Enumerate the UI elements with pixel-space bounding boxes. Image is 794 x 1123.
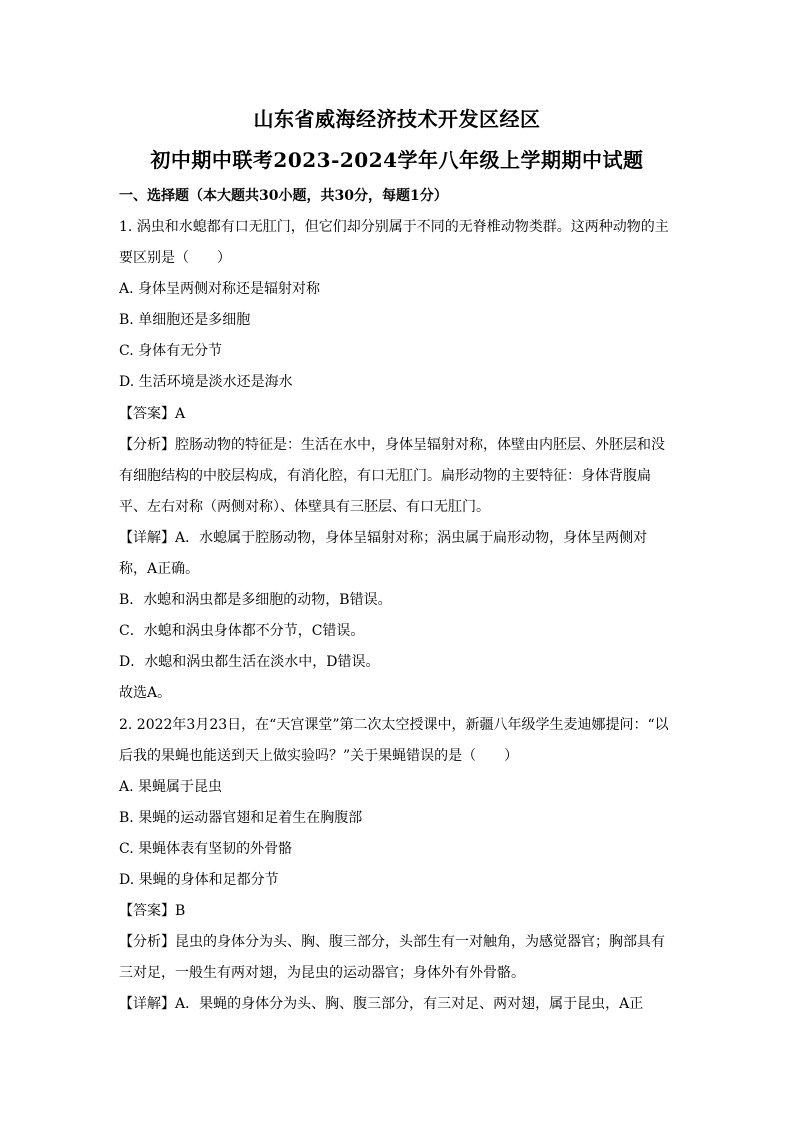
document-title-line2: 初中期中联考2023-2024学年八年级上学期期中试题 xyxy=(150,148,644,172)
section-heading: 一、选择题（本大题共30小题，共30分，每题1分） xyxy=(119,188,448,204)
text-line: 【详解】A．果蝇的身体分为头、胸、腹三部分，有三对足、两对翅，属于昆虫，A正 xyxy=(119,996,644,1013)
text-line: B. 果蝇的运动器官翅和足着生在胸腹部 xyxy=(119,809,363,826)
text-line: 后我的果蝇也能送到天上做实验吗？”关于果蝇错误的是（ ） xyxy=(119,747,519,764)
text-line: D. 生活环境是淡水还是海水 xyxy=(119,374,293,391)
text-line: D. 果蝇的身体和足都分节 xyxy=(119,871,279,888)
text-line: C. 身体有无分节 xyxy=(119,343,223,360)
document-title-line1: 山东省威海经济技术开发区经区 xyxy=(253,107,541,131)
text-line: 故选A。 xyxy=(119,685,172,702)
text-line: 2. 2022年3月23日，在“天宫课堂”第二次太空授课中，新疆八年级学生麦迪娜提问：“以 xyxy=(119,716,669,733)
text-line: B．水螅和涡虫都是多细胞的动物，B错误。 xyxy=(119,592,392,609)
text-line: 三对足，一般生有两对翅，为昆虫的运动器官；身体外有外骨骼。 xyxy=(119,965,525,982)
document-body xyxy=(119,212,677,1020)
text-line: 【详解】A．水螅属于腔肠动物，身体呈辐射对称；涡虫属于扁形动物，身体呈两侧对 xyxy=(119,529,648,546)
text-line: A. 身体呈两侧对称还是辐射对称 xyxy=(119,281,321,298)
text-line: 【分析】昆虫的身体分为头、胸、腹三部分，头部生有一对触角，为感觉器官；胸部具有 xyxy=(119,934,665,951)
text-line: A. 果蝇属于昆虫 xyxy=(119,778,223,795)
text-line: 平、左右对称（两侧对称）、体壁具有三胚层、有口无肛门。 xyxy=(119,498,490,515)
text-line: 【答案】B xyxy=(119,903,186,920)
text-line: 【答案】A xyxy=(119,405,186,422)
text-line: 称，A正确。 xyxy=(119,561,200,578)
text-line: 要区别是（ ） xyxy=(119,250,231,267)
text-line: C．水螅和涡虫身体都不分节，C错误。 xyxy=(119,623,365,640)
text-line: C. 果蝇体表有坚韧的外骨骼 xyxy=(119,840,293,857)
text-line: B. 单细胞还是多细胞 xyxy=(119,312,251,329)
text-line: 1. 涡虫和水螅都有口无肛门，但它们却分别属于不同的无脊椎动物类群。这两种动物的主 xyxy=(119,219,669,235)
text-line: D．水螅和涡虫都生活在淡水中，D错误。 xyxy=(119,654,380,671)
text-line: 【分析】腔肠动物的特征是：生活在水中，身体呈辐射对称，体壁由内胚层、外胚层和没 xyxy=(119,436,665,453)
text-line: 有细胞结构的中胶层构成，有消化腔，有口无肛门。扁形动物的主要特征：身体背腹扁 xyxy=(119,467,651,484)
